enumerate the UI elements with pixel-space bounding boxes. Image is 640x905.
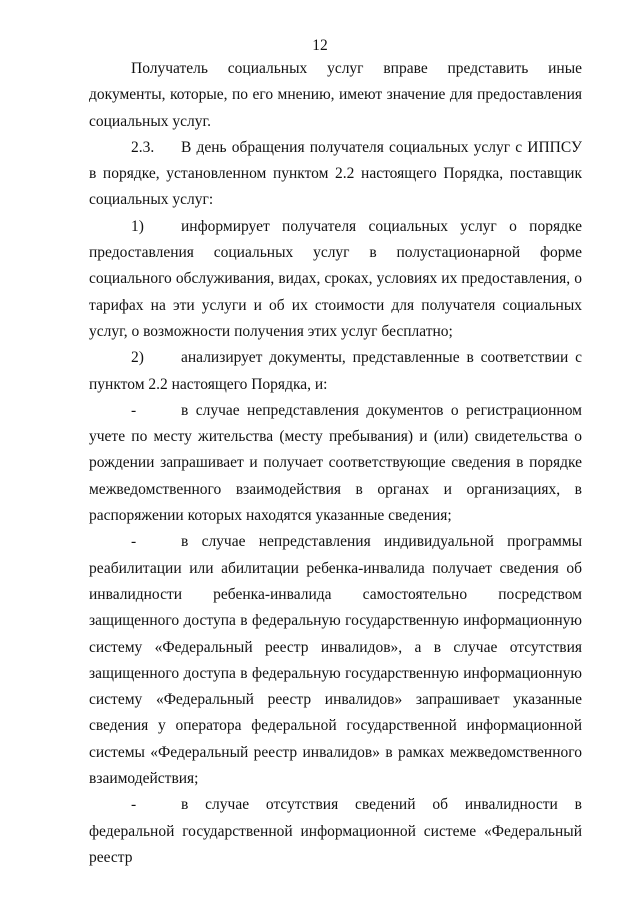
list-item-text: информирует получателя социальных услуг о порядке предоставления социальных услуг в полустационарной форме социального обслуживания, видах, сроках, условиях их предоставления, о тарифах на эти услуги и об их стоимости для получателя социальных услуг, о возможности получения этих услуг бесплатно;: [89, 217, 582, 340]
list-item-text: анализирует документы, представленные в соответствии с пунктом 2.2 настоящего Порядка, и:: [89, 349, 582, 393]
paragraph-recipient-documents: [89, 56, 582, 135]
paragraph-text: Получатель социальных услуг вправе представить иные документы, которые, по его мнению, имеют значение для предоставления социальных услуг.: [89, 60, 582, 130]
paragraph-text: В день обращения получателя социальных услуг с ИППСУ в порядке, установленном пунктом 2.2 настоящего Порядка, поставщик социальных услуг:: [89, 138, 582, 209]
dash-marker: -: [131, 796, 137, 814]
dash-item-text: в случае непредставления документов о регистрационном учете по месту жительства (месту пребывания) и (или) свидетельства о рождении запрашивает и получает соответствующие сведения в порядке межведомственного взаимодействия в органах и организациях, в распоряжении которых находятся указанные сведения;: [89, 401, 582, 525]
dash-marker: -: [131, 533, 137, 551]
list-item-1: [89, 214, 582, 345]
paragraph-marker: 2.3.: [131, 138, 155, 156]
dash-item-text: в случае непредставления индивидуальной программы реабилитации или абилитации ребенка-инвалида получает сведения об инвалидности ребенка-инвалида самостоятельно посредством защищенного доступа в федеральную государственную информационную систему «Федеральный реестр инвалидов», а в случае отсутствия защищенного доступа в федеральную государственную информационную систему «Федеральный реестр инвалидов» запрашивает указанные сведения у оператора федеральной государственной информационной системы «Федеральный реестр инвалидов» в рамках межведомственного взаимодействия;: [89, 533, 582, 788]
paragraph-2-3: [89, 135, 582, 214]
page-number: 12: [312, 37, 328, 54]
list-item-2: [89, 345, 582, 398]
dash-item-rehabilitation: [89, 529, 582, 792]
dash-item-text: в случае отсутствия сведений об инвалидности в федеральной государственной информационной системе «Федеральный реестр: [89, 796, 582, 866]
list-marker: 1): [131, 217, 144, 235]
list-marker: 2): [131, 349, 144, 367]
dash-item-no-disability-info: [89, 792, 582, 871]
dash-marker: -: [131, 401, 137, 419]
document-body: [89, 56, 582, 871]
dash-item-registration: [89, 398, 582, 529]
